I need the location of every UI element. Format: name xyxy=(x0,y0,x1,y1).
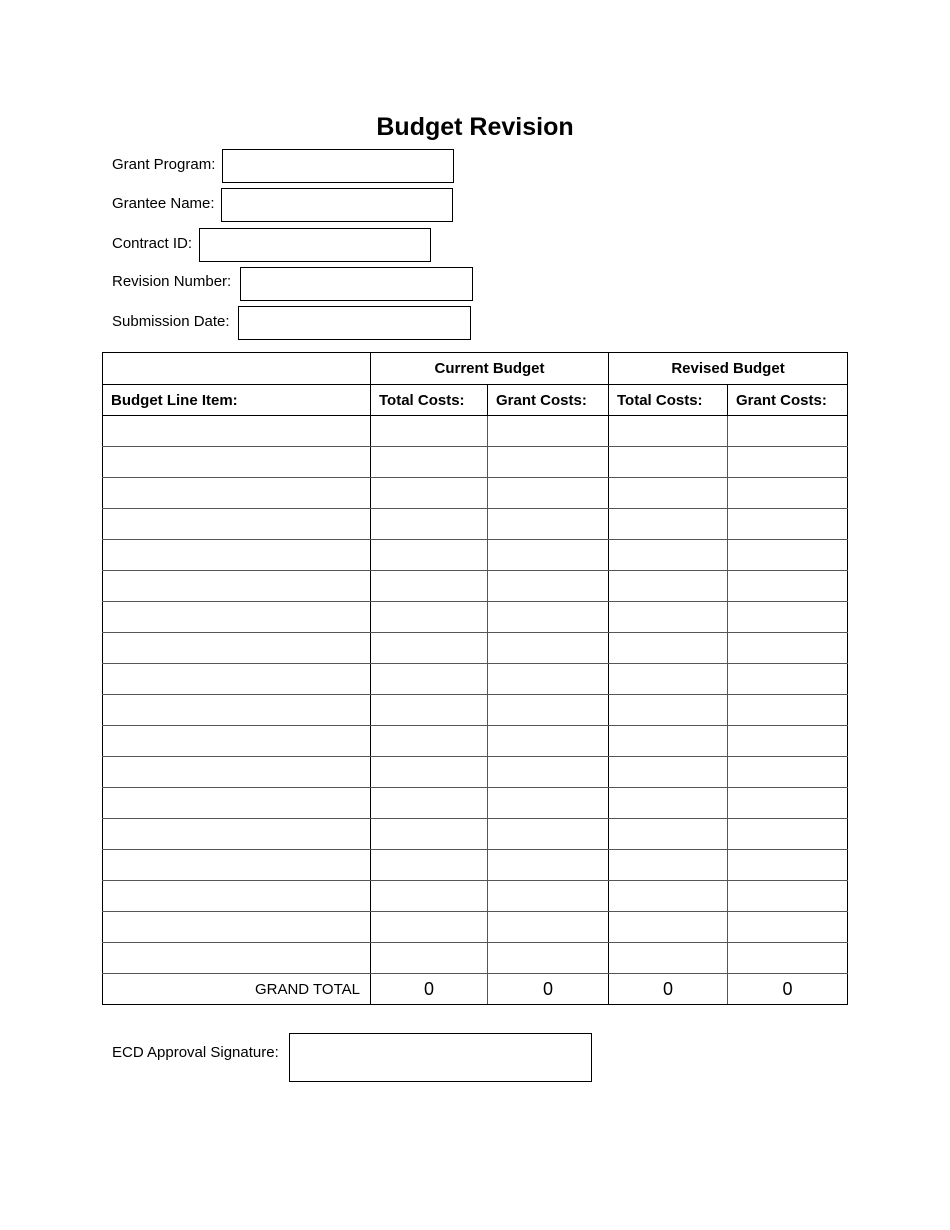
budget-line-item-header: Budget Line Item: xyxy=(103,385,371,416)
current-total-cell[interactable] xyxy=(371,788,488,819)
revised-total-cell[interactable] xyxy=(609,478,728,509)
current-grant-cell[interactable] xyxy=(488,509,609,540)
line-item-cell[interactable] xyxy=(103,540,371,571)
revised-grant-cell[interactable] xyxy=(728,788,848,819)
revised-total-cell[interactable] xyxy=(609,819,728,850)
table-row xyxy=(103,850,848,881)
revised-grant-cell[interactable] xyxy=(728,509,848,540)
current-grant-cell[interactable] xyxy=(488,912,609,943)
grand-total-row xyxy=(103,974,848,1005)
revised-total-cell[interactable] xyxy=(609,943,728,974)
current-total-cell[interactable] xyxy=(371,664,488,695)
line-item-cell[interactable] xyxy=(103,757,371,788)
current-total-cell[interactable] xyxy=(371,726,488,757)
line-item-cell[interactable] xyxy=(103,850,371,881)
revised-grant-cell[interactable] xyxy=(728,633,848,664)
table-row xyxy=(103,819,848,850)
current-grant-cell[interactable] xyxy=(488,478,609,509)
revision-number-label: Revision Number: xyxy=(112,273,232,290)
revised-total-cell[interactable] xyxy=(609,633,728,664)
revised-grant-costs-header: Grant Costs: xyxy=(728,385,848,416)
line-item-cell[interactable] xyxy=(103,602,371,633)
group-header-row xyxy=(103,353,848,385)
current-budget-header: Current Budget xyxy=(371,353,609,385)
revised-budget-header: Revised Budget xyxy=(609,353,848,385)
revised-total-cell[interactable] xyxy=(609,912,728,943)
line-item-cell[interactable] xyxy=(103,695,371,726)
grant-program-label: Grant Program: xyxy=(112,156,216,173)
line-item-cell[interactable] xyxy=(103,509,371,540)
revised-total-cell[interactable] xyxy=(609,447,728,478)
submission-date-label: Submission Date: xyxy=(112,313,230,330)
line-item-cell[interactable] xyxy=(103,571,371,602)
current-total-cell[interactable] xyxy=(371,571,488,602)
current-total-cell[interactable] xyxy=(371,602,488,633)
revised-grant-cell[interactable] xyxy=(728,447,848,478)
contract-id-label: Contract ID: xyxy=(112,235,193,252)
revised-total-cell[interactable] xyxy=(609,881,728,912)
current-total-cell[interactable] xyxy=(371,540,488,571)
revised-total-cell[interactable] xyxy=(609,602,728,633)
revised-grant-cell[interactable] xyxy=(728,757,848,788)
current-total-cell[interactable] xyxy=(371,447,488,478)
revised-total-cell[interactable] xyxy=(609,695,728,726)
current-grant-costs-header: Grant Costs: xyxy=(488,385,609,416)
line-item-cell[interactable] xyxy=(103,633,371,664)
revised-total-cell[interactable] xyxy=(609,540,728,571)
revised-grant-cell[interactable] xyxy=(728,664,848,695)
current-grant-cell[interactable] xyxy=(488,850,609,881)
table-row xyxy=(103,602,848,633)
signature-field[interactable] xyxy=(289,1033,592,1082)
line-item-cell[interactable] xyxy=(103,726,371,757)
table-row xyxy=(103,695,848,726)
line-item-cell[interactable] xyxy=(103,819,371,850)
current-grant-cell[interactable] xyxy=(488,602,609,633)
current-total-cell[interactable] xyxy=(371,850,488,881)
revised-total-cell[interactable] xyxy=(609,850,728,881)
group-header-blank xyxy=(103,353,371,385)
signature-label: ECD Approval Signature: xyxy=(112,1044,279,1061)
current-grant-cell[interactable] xyxy=(488,447,609,478)
current-total-cell[interactable] xyxy=(371,757,488,788)
grant-program-field[interactable] xyxy=(222,149,454,183)
table-row xyxy=(103,540,848,571)
line-item-cell[interactable] xyxy=(103,912,371,943)
line-item-cell[interactable] xyxy=(103,664,371,695)
revised-grant-cell[interactable] xyxy=(728,695,848,726)
current-total-cell[interactable] xyxy=(371,478,488,509)
line-item-cell[interactable] xyxy=(103,788,371,819)
current-total-cell[interactable] xyxy=(371,633,488,664)
revised-grant-cell[interactable] xyxy=(728,819,848,850)
table-row xyxy=(103,571,848,602)
current-total-cell[interactable] xyxy=(371,881,488,912)
revised-grant-cell[interactable] xyxy=(728,943,848,974)
current-grant-cell[interactable] xyxy=(488,571,609,602)
current-total-cell[interactable] xyxy=(371,943,488,974)
table-row xyxy=(103,757,848,788)
table-row xyxy=(103,509,848,540)
grand-total-current-total: 0 xyxy=(371,974,488,1005)
table-row xyxy=(103,726,848,757)
budget-table xyxy=(102,352,848,1005)
current-grant-cell[interactable] xyxy=(488,757,609,788)
current-grant-cell[interactable] xyxy=(488,416,609,447)
grand-total-current-grant: 0 xyxy=(488,974,609,1005)
current-total-cell[interactable] xyxy=(371,912,488,943)
grand-total-label: GRAND TOTAL xyxy=(103,974,371,1005)
current-grant-cell[interactable] xyxy=(488,633,609,664)
revised-grant-cell[interactable] xyxy=(728,850,848,881)
table-row xyxy=(103,788,848,819)
current-grant-cell[interactable] xyxy=(488,695,609,726)
revised-total-cell[interactable] xyxy=(609,757,728,788)
table-row xyxy=(103,881,848,912)
table-row xyxy=(103,478,848,509)
line-item-cell[interactable] xyxy=(103,943,371,974)
current-grant-cell[interactable] xyxy=(488,943,609,974)
page-title: Budget Revision xyxy=(376,113,574,141)
table-row xyxy=(103,664,848,695)
revised-total-cell[interactable] xyxy=(609,788,728,819)
revised-total-cell[interactable] xyxy=(609,664,728,695)
line-item-cell[interactable] xyxy=(103,447,371,478)
current-grant-cell[interactable] xyxy=(488,819,609,850)
revision-number-field[interactable] xyxy=(240,267,473,301)
table-row xyxy=(103,943,848,974)
line-item-cell[interactable] xyxy=(103,416,371,447)
revised-grant-cell[interactable] xyxy=(728,478,848,509)
revised-grant-cell[interactable] xyxy=(728,571,848,602)
revised-total-cell[interactable] xyxy=(609,571,728,602)
current-grant-cell[interactable] xyxy=(488,881,609,912)
revised-grant-cell[interactable] xyxy=(728,540,848,571)
submission-date-field[interactable] xyxy=(238,306,471,340)
grantee-name-field[interactable] xyxy=(221,188,453,222)
current-total-cell[interactable] xyxy=(371,819,488,850)
revised-total-cell[interactable] xyxy=(609,509,728,540)
table-row xyxy=(103,912,848,943)
current-total-cell[interactable] xyxy=(371,509,488,540)
revised-total-costs-header: Total Costs: xyxy=(609,385,728,416)
grand-total-revised-total: 0 xyxy=(609,974,728,1005)
current-total-cell[interactable] xyxy=(371,695,488,726)
grantee-name-label: Grantee Name: xyxy=(112,195,215,212)
table-row xyxy=(103,633,848,664)
line-item-cell[interactable] xyxy=(103,478,371,509)
current-total-cell[interactable] xyxy=(371,416,488,447)
current-grant-cell[interactable] xyxy=(488,788,609,819)
revised-total-cell[interactable] xyxy=(609,726,728,757)
revised-grant-cell[interactable] xyxy=(728,912,848,943)
column-header-row xyxy=(103,385,848,416)
revised-grant-cell[interactable] xyxy=(728,881,848,912)
current-grant-cell[interactable] xyxy=(488,540,609,571)
contract-id-field[interactable] xyxy=(199,228,431,262)
table-row xyxy=(103,447,848,478)
current-total-costs-header: Total Costs: xyxy=(371,385,488,416)
revised-grant-cell[interactable] xyxy=(728,416,848,447)
revised-total-cell[interactable] xyxy=(609,416,728,447)
current-grant-cell[interactable] xyxy=(488,726,609,757)
revised-grant-cell[interactable] xyxy=(728,602,848,633)
revised-grant-cell[interactable] xyxy=(728,726,848,757)
grand-total-revised-grant: 0 xyxy=(728,974,848,1005)
line-item-cell[interactable] xyxy=(103,881,371,912)
table-row xyxy=(103,416,848,447)
current-grant-cell[interactable] xyxy=(488,664,609,695)
